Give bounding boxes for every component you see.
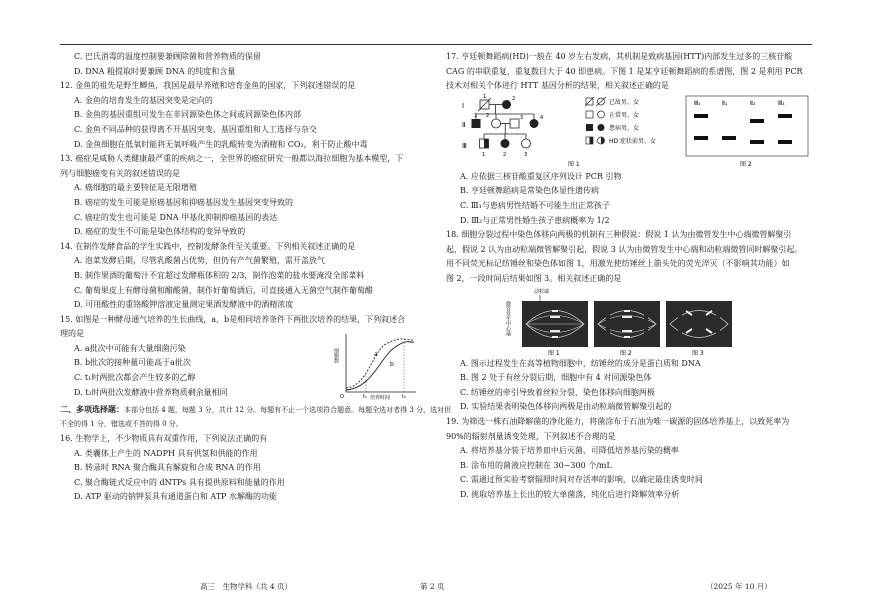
option-line: B. 转录时 RNA 聚合酶具有解旋和合成 RNA 的作用 xyxy=(74,463,261,473)
question-line: 18. 细胞分裂过程中染色体移向两极的机制有三种假说：假说 1 认为由微管发生中心端微管解聚引 xyxy=(446,230,792,240)
option-line: C. 需通过预实验考察辐照时间对存活率的影响，以确定最佳诱变时间 xyxy=(460,475,703,485)
graph-t2: t₂ xyxy=(402,393,406,400)
question-line: 90%的辐射剂量诱变处理，下列叙述不合理的是 xyxy=(446,431,616,441)
gel-lane-4: Ⅲ₃ xyxy=(778,99,785,107)
ii-num-1: 1 xyxy=(474,112,478,119)
option-line: C. 金鱼不同品种的获得离不开基因突变、基因重组和人工选择与杂交 xyxy=(74,124,317,134)
question-line: 列与细胞癌变有关的叙述错误的是 xyxy=(60,168,180,178)
spindle-micrographs xyxy=(506,287,746,357)
micro-caption-3: 图 3 xyxy=(692,349,704,357)
option-line: D. ATP 驱动的钠钾泵具有通道蛋白和 ATP 水解酶的功能 xyxy=(74,492,277,502)
question-line: 19. 为筛选一株石油降解菌的净化能力，将菌涂布于石油为唯一碳源的固体培养基上，以致死率为 xyxy=(446,416,790,426)
left-column xyxy=(60,50,452,505)
question-line: 13. 癌症是威胁人类健康最严重的疾病之一，全世界的癌症研究一般都以海拉细胞为基本模型，下 xyxy=(60,154,404,164)
arrow-label: 动粒端 xyxy=(534,288,550,295)
footer-page: 第 2 页 xyxy=(420,582,445,591)
side-label: 微管发生中心端 xyxy=(505,300,511,336)
option-line: D. Ⅲ₂与正常男性婚生孩子患病概率为 1/2 xyxy=(460,215,610,225)
option-line: A. 金鱼的培育发生的基因突变是定向的 xyxy=(74,95,213,105)
option-line: D. 实验结果表明染色体移向两极是由动粒端微管解聚引起的 xyxy=(460,402,672,412)
graph-origin: O xyxy=(340,393,344,400)
question-line: 图 2，一段时间后结果如图 3。相关叙述正确的是 xyxy=(446,273,622,283)
option-line: B. 亨廷顿舞蹈病是常染色体显性遗传病 xyxy=(460,186,599,196)
footer-date: （2025 年 10 月） xyxy=(706,582,772,591)
iii-num-3: 3 xyxy=(524,151,528,158)
q17-figures xyxy=(446,94,816,170)
q16-block xyxy=(60,432,430,505)
option-line: C. t₁时两批次都会产生较多的乙醇 xyxy=(74,373,196,383)
graph-t1: t₁ xyxy=(363,393,367,400)
ii-num-3: 3 xyxy=(520,114,524,121)
question-line: 理的是 xyxy=(60,329,84,339)
question-line: 用不同荧光标记纺锤丝和染色体如图 1，用激光使纺锤丝上箭头处的荧光淬灭（不影响其功能）如 xyxy=(446,259,790,269)
option-line: D. 金鱼细胞在低氧时能将无氧呼吸产生的乳酸转变为酒精和 CO₂，利于防止酸中毒 xyxy=(74,139,368,149)
option-line: B. b批次的接种量可能高于a批次 xyxy=(74,358,191,368)
gel-lane-2: Ⅱ₁ xyxy=(722,99,728,107)
legend-deceased: 已故男、女 xyxy=(609,98,640,106)
section-note-2: 不全的得 1 分，错选或不答的得 0 分。 xyxy=(60,420,183,429)
option-line: C. 纺锤丝的牵引导致着丝粒分裂，染色体移向细胞两极 xyxy=(460,387,655,397)
iii-num-1: 1 xyxy=(482,151,486,158)
option-line: B. 制作果酒的葡萄汁不宜超过发酵瓶体积的 2/3，制作泡菜的盐水要淹没全部菜料 xyxy=(74,270,365,280)
gel-lane-3: Ⅱ₂ xyxy=(750,99,756,107)
option-line: A. 图示过程发生在高等植物细胞中，纺锤丝的成分是蛋白质和 DNA xyxy=(460,358,701,368)
option-line: C. 巴氏消毒的温度控制要兼顾除菌和营养物质的保留 xyxy=(74,52,261,61)
question-line: 起，假说 2 认为由动粒端微管解聚引起，假说 3 认为由微管发生中心端和动粒端微管同时解聚引起。 xyxy=(446,244,803,254)
iii-num-2: 2 xyxy=(503,151,507,158)
legend-affected: 患病男、女 xyxy=(609,124,640,132)
question-line: 16. 生物学上，不少物质具有双重作用，下列说法正确的有 xyxy=(60,434,268,444)
ii-num-4: 4 xyxy=(540,114,544,121)
q18-options xyxy=(446,357,816,415)
graph-label-a: a xyxy=(374,350,378,358)
graph-ylabel: 细胞数 xyxy=(333,347,339,363)
option-line: C. 葡萄果皮上有酵母菌和醋酸菌，制作好葡萄酒后，可直接通入无菌空气制作葡萄醋 xyxy=(74,285,373,295)
question-line: 12. 金鱼的祖先是野生鲫鱼，我国是最早养殖和培育金鱼的国家，下列叙述错误的是 xyxy=(60,81,356,91)
q15-area xyxy=(60,342,430,402)
growth-curve-graph xyxy=(332,330,422,400)
gel-lane-1: Ⅲ₁ xyxy=(694,99,701,107)
q19-block xyxy=(446,415,816,503)
ii-num-2: 2 xyxy=(486,112,490,119)
micro-caption-1: 图 1 xyxy=(548,349,560,357)
graph-xlabel: 培养时间 xyxy=(370,394,391,401)
option-line: A. 泡菜发酵后期，尽管乳酸菌占优势，但仍有产气菌繁殖，需开盖放气 xyxy=(74,256,325,266)
micro-caption-2: 图 2 xyxy=(620,349,632,357)
footer-left: 高三 生物学科（共 4 页） xyxy=(200,582,293,591)
legend-presymptomatic: HD 症状前男、女 xyxy=(609,137,657,145)
gel-figure xyxy=(684,94,814,170)
section-title: 二、多项选择题： xyxy=(60,403,124,414)
section-2-heading xyxy=(60,402,452,418)
q17-block xyxy=(446,50,816,94)
right-column xyxy=(446,50,816,502)
pedigree-caption: 图 1 xyxy=(568,160,580,168)
option-line: D. t₂时两批次发酵液中营养物质剩余量相同 xyxy=(74,387,228,397)
question-line: 15. 如图是一种酵母通气培养的生长曲线，a、b是相同培养条件下两批次培养的结果，下列叙述合 xyxy=(60,314,406,324)
option-line: A. 将培养基分装于培养皿中后灭菌，可降低培养基污染的概率 xyxy=(460,446,679,456)
question-line: CAG 的串联重复，重复数目大于 40 即患病。下图 1 是某亨廷顿舞蹈病的系谱图，图 2 是利用 PCR xyxy=(446,66,803,76)
q15-options xyxy=(60,342,228,400)
i-num-1: 1 xyxy=(483,93,487,100)
gel-caption: 图 2 xyxy=(740,160,752,168)
left-question-block xyxy=(60,50,430,342)
option-line: B. 图 2 处于有丝分裂后期，细胞中有 4 对同源染色体 xyxy=(460,373,652,383)
gen-i: Ⅰ xyxy=(462,101,465,110)
q17-options xyxy=(446,170,816,228)
option-line: B. 涂布用的菌液应控制在 30~300 个/mL xyxy=(460,460,612,470)
pedigree-figure xyxy=(456,94,686,170)
gen-iii: Ⅲ xyxy=(462,141,467,150)
option-line: B. 金鱼的基因重组可发生在非同源染色体之间或同源染色体内部 xyxy=(74,110,301,120)
legend-normal: 正常男、女 xyxy=(609,111,640,119)
option-line: B. 癌症的发生可能是原癌基因和抑癌基因发生基因突变导致的 xyxy=(74,197,293,207)
option-line: D. 挑取培养基上长出的较大单菌落，纯化后进行降解效率分析 xyxy=(460,489,680,499)
option-line: C. 聚合酶链式反应中的 dNTPs 具有提供原料和能量的作用 xyxy=(74,477,285,487)
option-line: C. Ⅲ₁与患病男性结婚不可能生出正常孩子 xyxy=(460,200,610,210)
q18-figures xyxy=(446,287,816,357)
option-line: D. 可用酸性的重铬酸钾溶液定量测定果酒发酵液中的酒精浓度 xyxy=(74,300,294,310)
option-line: A. 应依据三核苷酸重复区序列设计 PCR 引物 xyxy=(460,171,622,181)
gen-ii: Ⅱ xyxy=(462,120,466,129)
option-line: A. 类囊体上产生的 NADPH 具有供氢和供能的作用 xyxy=(74,448,258,458)
i-num-2: 2 xyxy=(512,95,516,102)
graph-label-b: b xyxy=(390,360,394,368)
question-line: 14. 在制作发酵食品的学生实践中，控制发酵条件至关重要。下列相关叙述正确的是 xyxy=(60,241,356,251)
question-line: 技术对相关个体进行 HTT 基因分析的结果，相关叙述正确的是 xyxy=(446,81,669,91)
q18-block xyxy=(446,228,816,286)
option-line: C. 癌症的发生也可能是 DNA 甲基化抑制抑癌基因的表达 xyxy=(74,212,278,222)
option-line: D. DNA 粗提取时要兼顾 DNA 的纯度和含量 xyxy=(74,66,236,76)
option-line: A. 癌细胞的最主要特征是无限增殖 xyxy=(74,183,197,193)
option-line: D. 癌症的发生不可能是染色体结构的变异导致的 xyxy=(74,227,246,237)
question-line: 17. 亨廷顿舞蹈病(HD)一般在 40 岁左右发病，其机制是致病基因(HTT)内部发生过多的三核苷酸 xyxy=(446,52,793,61)
section-note: 本部分包括 4 题，每题 3 分，共计 12 分。每题有不止一个选项符合题意。每题全选对者得 3 分，选对但 xyxy=(124,405,452,414)
header-rule xyxy=(60,44,812,45)
option-line: A. a批次中可能有大量细菌污染 xyxy=(74,343,186,353)
